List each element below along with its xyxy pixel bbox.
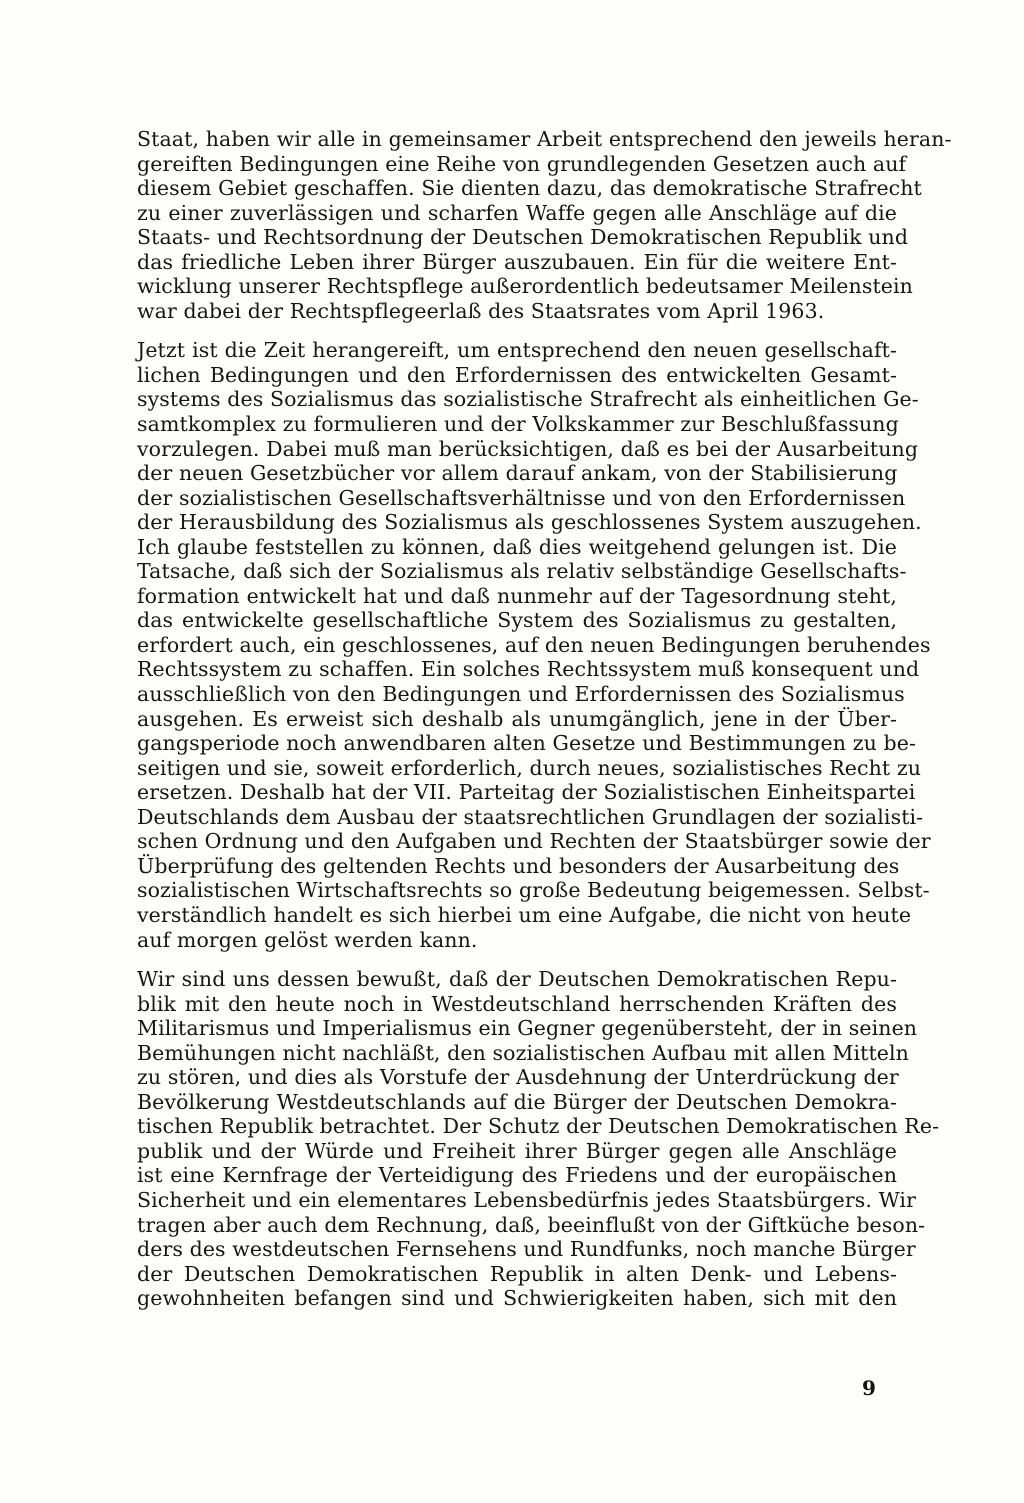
- text-line: blik mit den heute noch in Westdeutschland herrschenden Kräften des: [137, 991, 897, 1016]
- text-line: der sozialistischen Gesellschaftsverhältnisse und von den Erfordernissen: [137, 485, 906, 510]
- text-line: ersetzen. Deshalb hat der VII. Parteitag der Sozialistischen Einheitspartei: [137, 780, 916, 805]
- text-line: der neuen Gesetzbücher vor allem darauf ankam, von der Stabilisierung: [137, 461, 898, 486]
- body-text: [137, 127, 952, 1311]
- text-line: der Herausbildung des Sozialismus als geschlossenes System auszugehen.: [137, 510, 922, 535]
- paragraph-1: [137, 127, 952, 323]
- text-line: diesem Gebiet geschaffen. Sie dienten dazu, das demokratische Strafrecht: [137, 176, 922, 201]
- paragraph-3: [137, 967, 940, 1311]
- page-number: 9: [862, 1376, 876, 1400]
- text-line: gewohnheiten befangen sind und Schwierigkeiten haben, sich mit den: [137, 1286, 897, 1311]
- text-line: ausgehen. Es erweist sich deshalb als unumgänglich, jene in der Über-: [137, 706, 897, 731]
- text-line: das friedliche Leben ihrer Bürger auszubauen. Ein für die weitere Ent-: [137, 249, 897, 274]
- text-line: Bevölkerung Westdeutschlands auf die Bürger der Deutschen Demokra-: [137, 1089, 897, 1114]
- text-line: seitigen und sie, soweit erforderlich, durch neues, sozialistisches Recht zu: [137, 755, 922, 780]
- text-line: das entwickelte gesellschaftliche System des Sozialismus zu gestalten,: [137, 608, 897, 633]
- text-line: war dabei der Rechtspflegeerlaß des Staatsrates vom April 1963.: [137, 298, 825, 323]
- text-line: verständlich handelt es sich hierbei um eine Aufgabe, die nicht von heute: [137, 902, 912, 927]
- text-line: vorzulegen. Dabei muß man berücksichtigen, daß es bei der Ausarbeitung: [137, 436, 919, 461]
- text-line: gereiften Bedingungen eine Reihe von grundlegenden Gesetzen auch auf: [137, 151, 907, 176]
- text-line: wicklung unserer Rechtspflege außerordentlich bedeutsamer Meilenstein: [137, 274, 913, 299]
- text-line: zu stören, und dies als Vorstufe der Ausdehnung der Unterdrückung der: [137, 1065, 899, 1090]
- text-line: Militarismus und Imperialismus ein Gegner gegenübersteht, der in seinen: [137, 1016, 918, 1041]
- text-line: sozialistischen Wirtschaftsrechts so große Bedeutung beigemessen. Selbst-: [137, 878, 930, 903]
- text-line: zu einer zuverlässigen und scharfen Waffe gegen alle Anschläge auf die: [137, 200, 897, 225]
- text-line: erfordert auch, ein geschlossenes, auf den neuen Bedingungen beruhendes: [137, 632, 931, 657]
- text-line: schen Ordnung und den Aufgaben und Rechten der Staatsbürger sowie der: [137, 829, 931, 854]
- text-line: Tatsache, daß sich der Sozialismus als relativ selbständige Gesellschafts-: [137, 559, 907, 584]
- paragraph-2: [137, 338, 931, 952]
- text-line: Deutschlands dem Ausbau der staatsrechtlichen Grundlagen der sozialisti-: [137, 804, 924, 829]
- text-line: Wir sind uns dessen bewußt, daß der Deutschen Demokratischen Repu-: [137, 967, 897, 992]
- text-line: tischen Republik betrachtet. Der Schutz der Deutschen Demokratischen Re-: [137, 1114, 940, 1139]
- text-line: Sicherheit und ein elementares Lebensbedürfnis jedes Staatsbürgers. Wir: [137, 1187, 916, 1212]
- text-line: Ich glaube feststellen zu können, daß dies weitgehend gelungen ist. Die: [137, 534, 897, 559]
- text-line: Bemühungen nicht nachläßt, den sozialistischen Aufbau mit allen Mitteln: [137, 1040, 909, 1065]
- text-line: Überprüfung des geltenden Rechts und besonders der Ausarbeitung des: [137, 853, 900, 878]
- text-line: samtkomplex zu formulieren und der Volkskammer zur Beschlußfassung: [137, 412, 899, 437]
- text-line: publik und der Würde und Freiheit ihrer Bürger gegen alle Anschläge: [137, 1138, 897, 1163]
- text-line: formation entwickelt hat und daß nunmehr auf der Tagesordnung steht,: [137, 583, 897, 608]
- text-line: tragen aber auch dem Rechnung, daß, beeinflußt von der Giftküche beson-: [137, 1212, 926, 1237]
- text-line: auf morgen gelöst werden kann.: [137, 927, 478, 952]
- text-line: Jetzt ist die Zeit herangereift, um entsprechend den neuen gesellschaft-: [137, 338, 897, 363]
- text-line: lichen Bedingungen und den Erfordernissen des entwickelten Gesamt-: [137, 362, 897, 387]
- text-line: Staats- und Rechtsordnung der Deutschen Demokratischen Republik und: [137, 225, 909, 250]
- text-line: ders des westdeutschen Fernsehens und Rundfunks, noch manche Bürger: [137, 1237, 916, 1262]
- text-line: Staat, haben wir alle in gemeinsamer Arbeit entsprechend den jeweils heran-: [137, 127, 952, 151]
- text-line: der Deutschen Demokratischen Republik in alten Denk- und Lebens-: [137, 1261, 897, 1286]
- text-line: ist eine Kernfrage der Verteidigung des Friedens und der europäischen: [137, 1163, 897, 1188]
- text-line: ausschließlich von den Bedingungen und Erfordernissen des Sozialismus: [137, 682, 905, 707]
- text-line: gangsperiode noch anwendbaren alten Gesetze und Bestimmungen zu be-: [137, 731, 917, 756]
- text-line: Rechtssystem zu schaffen. Ein solches Rechtssystem muß konsequent und: [137, 657, 920, 682]
- text-line: systems des Sozialismus das sozialistische Strafrecht als einheitlichen Ge-: [137, 387, 919, 412]
